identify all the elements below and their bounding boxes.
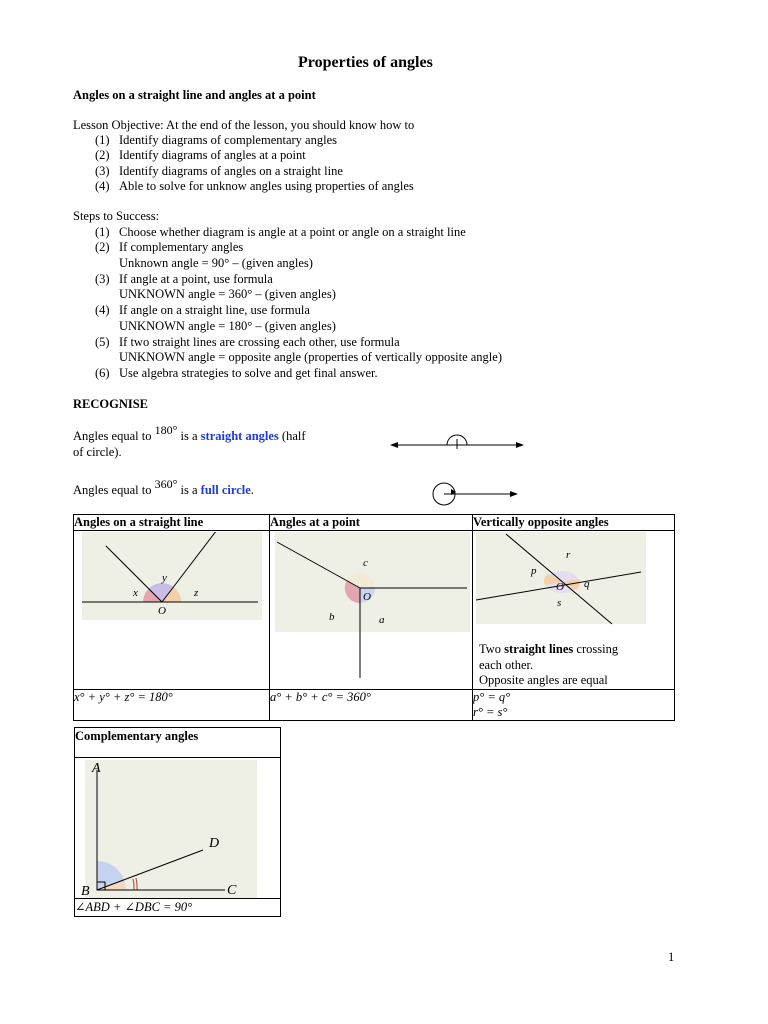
page-title: Properties of angles	[298, 54, 433, 71]
label-o: O	[363, 591, 371, 603]
term-straight-angles: straight angles	[200, 429, 279, 443]
vertically-opposite-figure	[476, 532, 651, 632]
label-o: O	[158, 605, 166, 617]
label-r: r	[566, 549, 571, 561]
cell-complementary-diagram	[75, 758, 281, 899]
label-s: s	[557, 597, 562, 609]
step-item: (2) If complementary angles	[95, 240, 244, 254]
label-b: B	[81, 884, 90, 898]
formula-at-point: a° + b° + c° = 360°	[270, 689, 473, 720]
step-formula: UNKNOWN angle = 180° – (given angles)	[119, 319, 336, 333]
formula-straight-line: x° + y° + z° = 180°	[74, 689, 270, 720]
header-vertically-opposite: Vertically opposite angles	[473, 515, 675, 531]
lesson-objective	[73, 118, 673, 198]
value-180: 180°	[154, 423, 178, 437]
straight-angle-definition: Angles equal to 180° is a straight angles (half	[73, 423, 306, 443]
header-complementary: Complementary angles	[75, 728, 281, 758]
formula-complementary: ∠ABD + ∠DBC = 90°	[75, 899, 281, 917]
label-c: c	[363, 557, 368, 569]
complementary-figure	[75, 758, 280, 898]
steps-to-success	[73, 209, 693, 389]
page-number: 1	[668, 950, 675, 964]
value-360: 360°	[154, 477, 178, 491]
step-formula: UNKNOWN angle = 360° – (given angles)	[119, 287, 336, 301]
straight-angle-diagram	[390, 432, 525, 454]
step-item: (4) If angle on a straight line, use formula	[95, 303, 310, 317]
recognise-heading: RECOGNISE	[73, 397, 149, 411]
full-circle-definition: Angles equal to 360° is a full circle.	[73, 477, 254, 497]
header-at-point: Angles at a point	[270, 515, 473, 531]
label-p: p	[531, 565, 537, 577]
full-circle-diagram	[430, 480, 520, 508]
cell-straight-line-diagram	[74, 531, 270, 690]
term-full-circle: full circle	[200, 483, 251, 497]
formula-vertically-opposite: p° = q° r° = s°	[473, 689, 675, 720]
steps-intro: Steps to Success:	[73, 209, 160, 223]
label-z: z	[194, 587, 199, 599]
cell-at-point-diagram	[270, 531, 473, 690]
straight-line-figure	[82, 532, 269, 632]
step-item: (5) If two straight lines are crossing each other, use formula	[95, 335, 400, 349]
step-item: (1) Choose whether diagram is angle at a point or angle on a straight line	[95, 225, 466, 239]
step-item: (3) If angle at a point, use formula	[95, 272, 273, 286]
step-item: (6) Use algebra strategies to solve and get final answer.	[95, 366, 378, 380]
objective-intro: Lesson Objective: At the end of the lesson, you should know how to	[73, 118, 415, 132]
label-o: O	[556, 581, 564, 593]
vertically-opposite-note: Two straight lines crossing each other. Opposite angles are equal	[479, 642, 619, 687]
label-q: q	[584, 578, 590, 590]
at-point-figure	[275, 532, 472, 679]
objective-item: (2) Identify diagrams of angles at a point	[95, 148, 306, 162]
header-straight-line: Angles on a straight line	[74, 515, 270, 531]
objective-item: (4) Able to solve for unknow angles using properties of angles	[95, 179, 414, 193]
angle-properties-table	[73, 514, 675, 721]
section-subtitle: Angles on a straight line and angles at a point	[73, 88, 316, 102]
step-formula: Unknown angle = 90° – (given angles)	[119, 256, 313, 270]
label-a: A	[92, 761, 101, 776]
objective-item: (3) Identify diagrams of angles on a straight line	[95, 164, 343, 178]
label-b: b	[329, 611, 335, 623]
label-a: a	[379, 614, 385, 626]
step-formula: UNKNOWN angle = opposite angle (properties of vertically opposite angle)	[119, 350, 502, 364]
label-x: x	[133, 587, 138, 599]
straight-angle-definition-line2: of circle).	[73, 445, 122, 459]
label-y: y	[162, 572, 167, 584]
label-c: C	[227, 883, 237, 898]
cell-vertically-opposite	[473, 531, 675, 690]
objective-item: (1) Identify diagrams of complementary angles	[95, 133, 337, 147]
label-d: D	[209, 836, 220, 851]
complementary-angles-table	[74, 727, 281, 917]
